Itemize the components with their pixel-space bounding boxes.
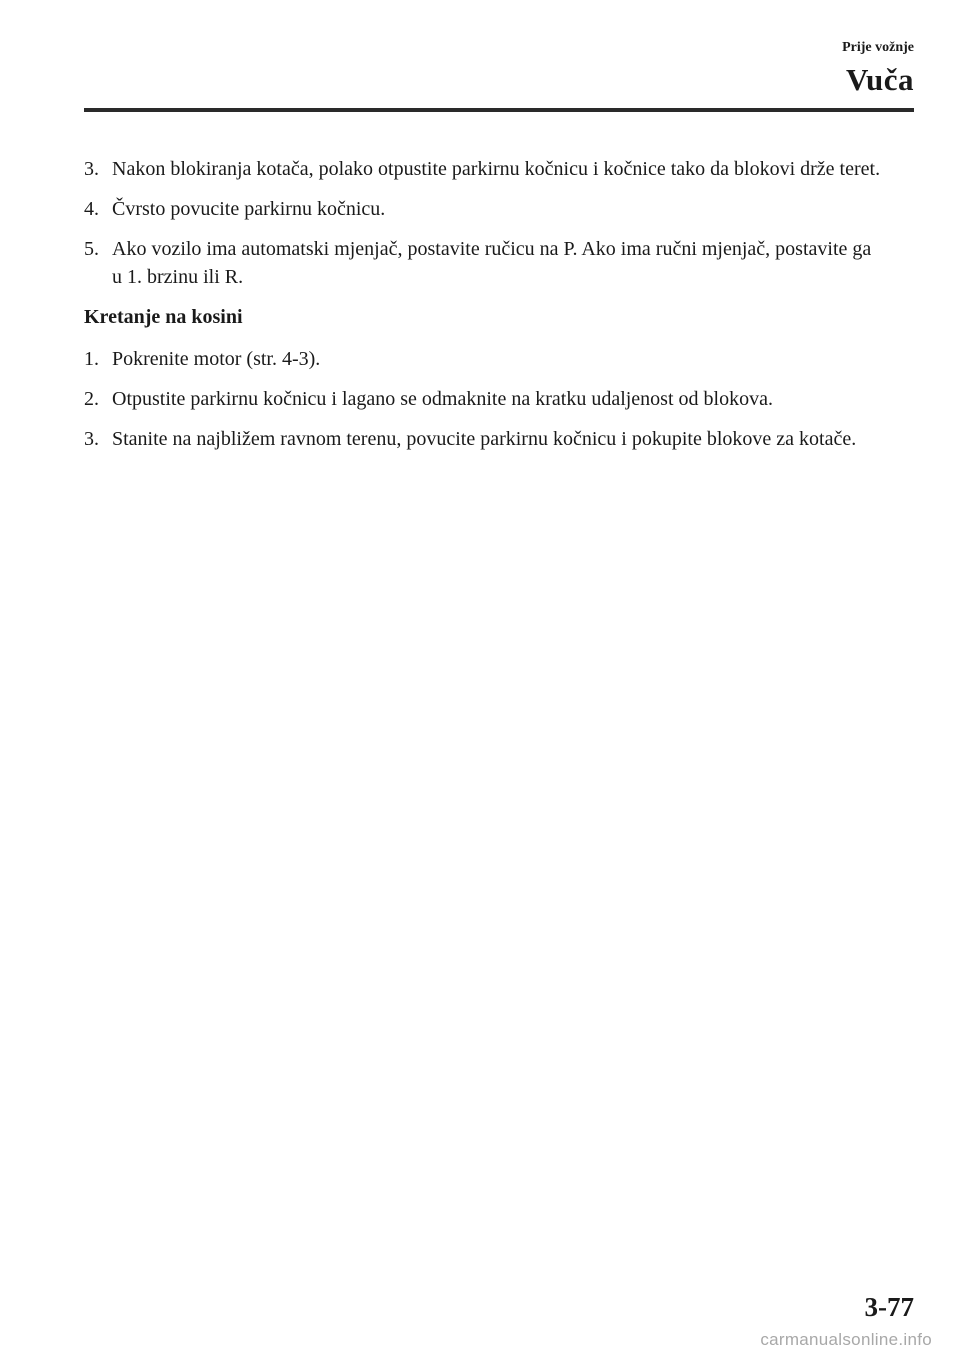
step-text: Nakon blokiranja kotača, polako otpustite parkirnu kočnicu i kočnice tako da blokovi drže teret. [112, 158, 881, 180]
step-text: Ako vozilo ima automatski mjenjač, postavite ručicu na P. Ako ima ručni mjenjač, postavite ga u 1. brzinu ili R. [112, 238, 872, 288]
list-item [84, 155, 884, 183]
page-title: Vuča [845, 62, 914, 97]
step-text: Čvrsto povucite parkirnu kočnicu. [112, 198, 386, 220]
list-item [84, 235, 884, 291]
list-item [84, 345, 884, 373]
list-item [84, 385, 884, 413]
step-text: Pokrenite motor (str. 4-3). [112, 348, 321, 370]
step-text: Stanite na najbližem ravnom terenu, povucite parkirnu kočnicu i pokupite blokove za kotače. [112, 428, 857, 450]
step-number: 4. [84, 198, 99, 220]
step-number: 2. [84, 388, 99, 410]
header-section-label: Prije vožnje [842, 40, 914, 55]
list-item [84, 195, 884, 223]
step-number: 3. [84, 428, 99, 450]
page-number: 3-77 [864, 1292, 914, 1322]
list-item [84, 425, 884, 453]
section-heading: Kretanje na kosini [84, 306, 243, 328]
step-number: 1. [84, 348, 99, 370]
document-body [84, 155, 884, 465]
step-number: 5. [84, 238, 99, 260]
header-divider [84, 108, 914, 112]
step-number: 3. [84, 158, 99, 180]
step-text: Otpustite parkirnu kočnicu i lagano se odmaknite na kratku udaljenost od blokova. [112, 388, 773, 410]
watermark: carmanualsonline.info [760, 1330, 932, 1349]
